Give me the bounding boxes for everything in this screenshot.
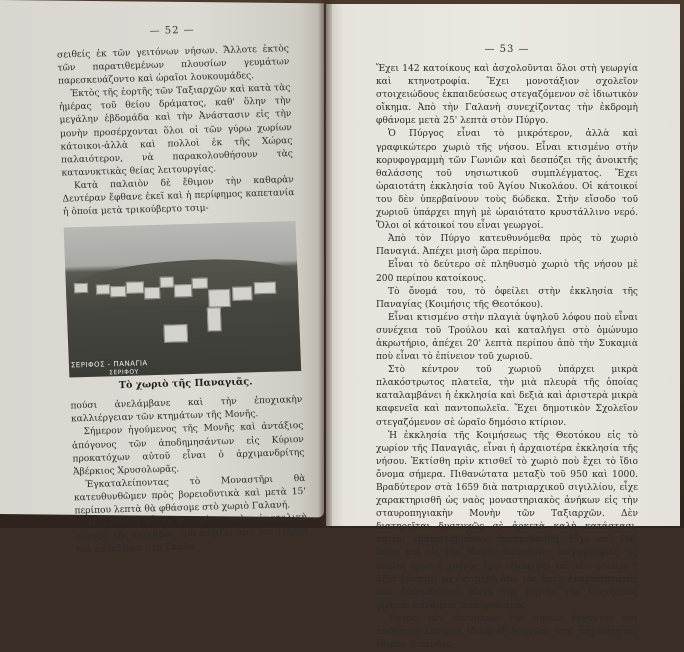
paragraph: πούσι ἀνελάμβανε καὶ τὴν ἐποχιακὴν καλλιέργειαν τῶν κτημάτων τῆς Μονῆς. (70, 395, 303, 425)
paragraph: Σήμερον ἡγούμενος τῆς Μονῆς καὶ ἀντάξιος ἀπόγονος τῶν ἀποδημησάντων εἰς Κύριον προκατόχων αὐτοῦ εἶναι ὁ ἀρχιμανδρίτης Ἀβέρκιος Χρυσολωρᾶς. (71, 421, 305, 478)
paragraph: Ἐκτὸς τῆς ἑορτῆς τῶν Ταξιαρχῶν καὶ κατὰ τὰς ἡμέρας τοῦ θείου δράματος, καθ' ὅλην τὴν μεγάλην ἑβδομάδα καὶ τὴν Ἀνάστασιν εἰς τὴν μονὴν προσέρχονται ὅλοι οἱ τῶν γύρω χωρίων κάτοικοι-ἀλλὰ καὶ πολλοὶ ἐκ τῆς Χώρας παλαιότερον, νὰ παρακολουθήσουν τὰς κατανυκτικὰς θείας λειτουργίας. (58, 83, 294, 179)
paragraph: Εἶναι τὸ δεύτερο σὲ πληθυσμὸ χωριὸ τῆς νήσου μὲ 200 περίπου κατοίκους. (376, 260, 638, 284)
photo-house (232, 287, 253, 302)
photo-house (192, 278, 208, 289)
photo-house (207, 307, 222, 331)
paragraph: Κατὰ παλαιὸν δὲ ἔθιμον τὴν καθαρὰν Δευτέραν ἔφθανε ἐκεῖ καὶ ἡ περίφημος καπετανία ἡ ὁποία μετὰ τρικούβερτο τσιμ- (62, 174, 295, 218)
paragraph: Ἀπὸ τὸν Πύργο κατευθυνόμεθα πρὸς τὸ χωριὸ Παναγιά. Ἀπέχει μισὴ ὥρα περίπου. (376, 234, 638, 258)
figure (64, 221, 302, 392)
photo-overlay-text-2: ΣΕΡΙΦΟΥ (109, 368, 139, 377)
paragraph: Ἡ Γαλανὴ εἶναι κτισμένη στὴν ἀνατολικὴ πλευρὰ τῆς κοιλάδος ποὺ ἀρχίζει ἀπὸ τὸν Πύργο καὶ καταλήγει στὴ Σκάλα. (75, 513, 308, 556)
photo-house (160, 277, 174, 288)
photo-house (110, 286, 126, 297)
paragraph: Στὸ κέντρον τοῦ χωριοῦ ὑπάρχει μικρὰ πλακόστρωτος πλατεῖα, τὴν μιὰ πλευρὰ τῆς ὁποίας καταλαμβάνει ἡ ἐκκλησία καὶ δεξιὰ καὶ ἀριστερὰ μικρὰ καφενεῖα καὶ παντοπωλεῖα. Ἔχει δημοτικὸν Σχολεῖον στεγαζόμενον σὲ ὡραῖο δημόσιο κτίριον. (376, 365, 638, 428)
photo-house (96, 284, 110, 294)
photo-house (208, 289, 231, 308)
photo-house (163, 324, 188, 343)
photo-house (144, 287, 160, 299)
book-gutter (318, 0, 332, 528)
page-number-left: — 52 — (149, 24, 195, 37)
paragraph: Εἶναι κτισμένο στὴν πλαγιὰ ὑψηλοῦ λόφου ποὺ εἶναι συνέχεια τοῦ Τρούλου καὶ καταλήγει στὸ ὁμώνυμο ἀκρωτήριο, ἀπέχει 20' λεπτὰ περίπου ἀπὸ τὴν Συκαμιὰ ποὺ εἶναι τὸ ἐπίνειον τοῦ χωριοῦ. (376, 312, 638, 363)
right-page (326, 4, 680, 651)
paragraph: Ἔχει 142 κατοίκους καὶ ἀσχολοῦνται ὅλοι στὴ γεωργία καὶ κτηνοτροφία. Ἔχει μονοτάξιον σχολεῖον στοιχειώδους ἐκπαιδεύσεως στεγαζόμενον σὲ ἰδιωτικὸν οἴκημα. Ἀπὸ τὴν Γαλανὴ συνεχίζοντας τὴν ἐκδρομὴ φθάνομε μετὰ 25' λεπτὰ στὸν Πύργο. (376, 64, 638, 127)
photo-house (174, 284, 192, 297)
village-photo (64, 221, 302, 377)
paragraph: Ἡ ἐκκλησία τῆς Κοιμήσεως τῆς Θεοτόκου εἰς τὸ χωρίον τῆς Παναγιᾶς, εἶναι ἡ ἀρχαιοτέρα ἐκκλησία τῆς νήσου. Ἐκτίσθη πρὶν κτισθεῖ τὸ χωριὸ ποὺ ἔχει τὸ ἴδιο ὄνομα σήμερα. Πιθανώτατα μεταξὺ τοῦ 950 καὶ 1000. Βραδύτερον στὰ 1659 διὰ πατριαρχικοῦ σιγιλλίου, εἶχε χαρακτηρισθῆ ὡς ναὸς μοναστηριακὸς ἀνήκων εἰς τὴν σταυροπηγιακὴν Μονὴν τῶν Ταξιαρχῶν. Δὲν διατηρεῖται δυστυχῶς σὲ ἀρκετὰ καλὴ κατάστασι, καίτοι ἐπανειλημμένως ἐπεσκευάσθη. Εἶχε καὶ ἐδῶ ὅπως καὶ εἰς τὴν Μονὴν θαυμάσιες τοιχογραφίες τὶς ὁποῖες ὅμως ὁ χρόνος ἔχει ἐξαλείψει καὶ τῶν ὁποίων ἡ ἀξία δύναται νὰ ἐκτιμηθῆ ἀπὸ τὰς ἔστω ἐλαχιστοτάτας ποὺ διασώζονται. Κατὰ τὴν ἑορτὴν τῆς Κοιμήσεως γίνεται πάνδημος πανηγυρισμός. (376, 430, 638, 611)
paragraph: Τὸ ὄνομά του, τὸ ὀφείλει στὴν ἐκκλησία τῆς Παναγίας (Κοιμήσις τῆς Θεοτόκου). (376, 286, 638, 310)
left-text-top (57, 43, 295, 220)
photo-house (254, 282, 276, 295)
photo-house (74, 283, 88, 293)
left-text-bottom (70, 394, 308, 558)
right-text (376, 63, 638, 652)
paragraph: σειθείς ἐκ τῶν γειτόνων νήσων. Ἄλλοτε ἐκτὸς τῶν παρατιθεμένων πλουσίων γευμάτων παρεσκευάζοντο καὶ ὡραῖοι λουκουμάδες. (56, 44, 290, 87)
left-page (0, 0, 324, 556)
page-number-right: — 53 — (484, 44, 530, 55)
photo-overlay-text: ΣΕΡΙΦΟΣ - ΠΑΝΑΓΙΑ (70, 359, 148, 370)
paragraph: Ἐκτὸς τῶν κατοίκων τῆς νήσου ἔρχονται καὶ ἀπόδημοι Σερίφιοι ἰδίως ἐξ Ἀθηνῶν. Κατ' ἀρχαιότατον ἔθιμον ἡ πανήγυ- (376, 613, 638, 651)
photo-caption: Τὸ χωριὸ τῆς Παναγιᾶς. (118, 376, 253, 392)
photo-house (126, 282, 144, 294)
paragraph: Ἐγκαταλείποντας τὸ Μοναστῆρι θὰ κατευθυνθῶμεν πρὸς βορειοδυτικὰ καὶ μετὰ 15' περίπου λεπτὰ θὰ φθάσομε στὸ χωριὸ Γαλανή. (73, 473, 307, 517)
paragraph: Ὁ Πύργος εἶναι τὸ μικρότερον, ἀλλὰ καὶ γραφικώτερο χωριὸ τῆς νήσου. Εἶναι κτισμένο στὴν κορυφογραμμὴ τῶν Γωνιῶν καὶ δεσπόζει τῆς ἀνοικτῆς θαλάσσης τοῦ νησιωτικοῦ συμπλέγματος. Ἔχει ὡραιοτάτη ἐκκλησία τοῦ Ἁγίου Νικολάου. Οἱ κάτοικοί του δὲν ὑπερβαίνουν τοὺς δώδεκα. Στὴν εἴσοδο τοῦ χωριοῦ ὑπάρχει πηγὴ μὲ ὡραιότατο κρυστάλλινο νερό. Ὅλοι οἱ κάτοικοί του εἶναι γεωργοί. (376, 129, 638, 232)
